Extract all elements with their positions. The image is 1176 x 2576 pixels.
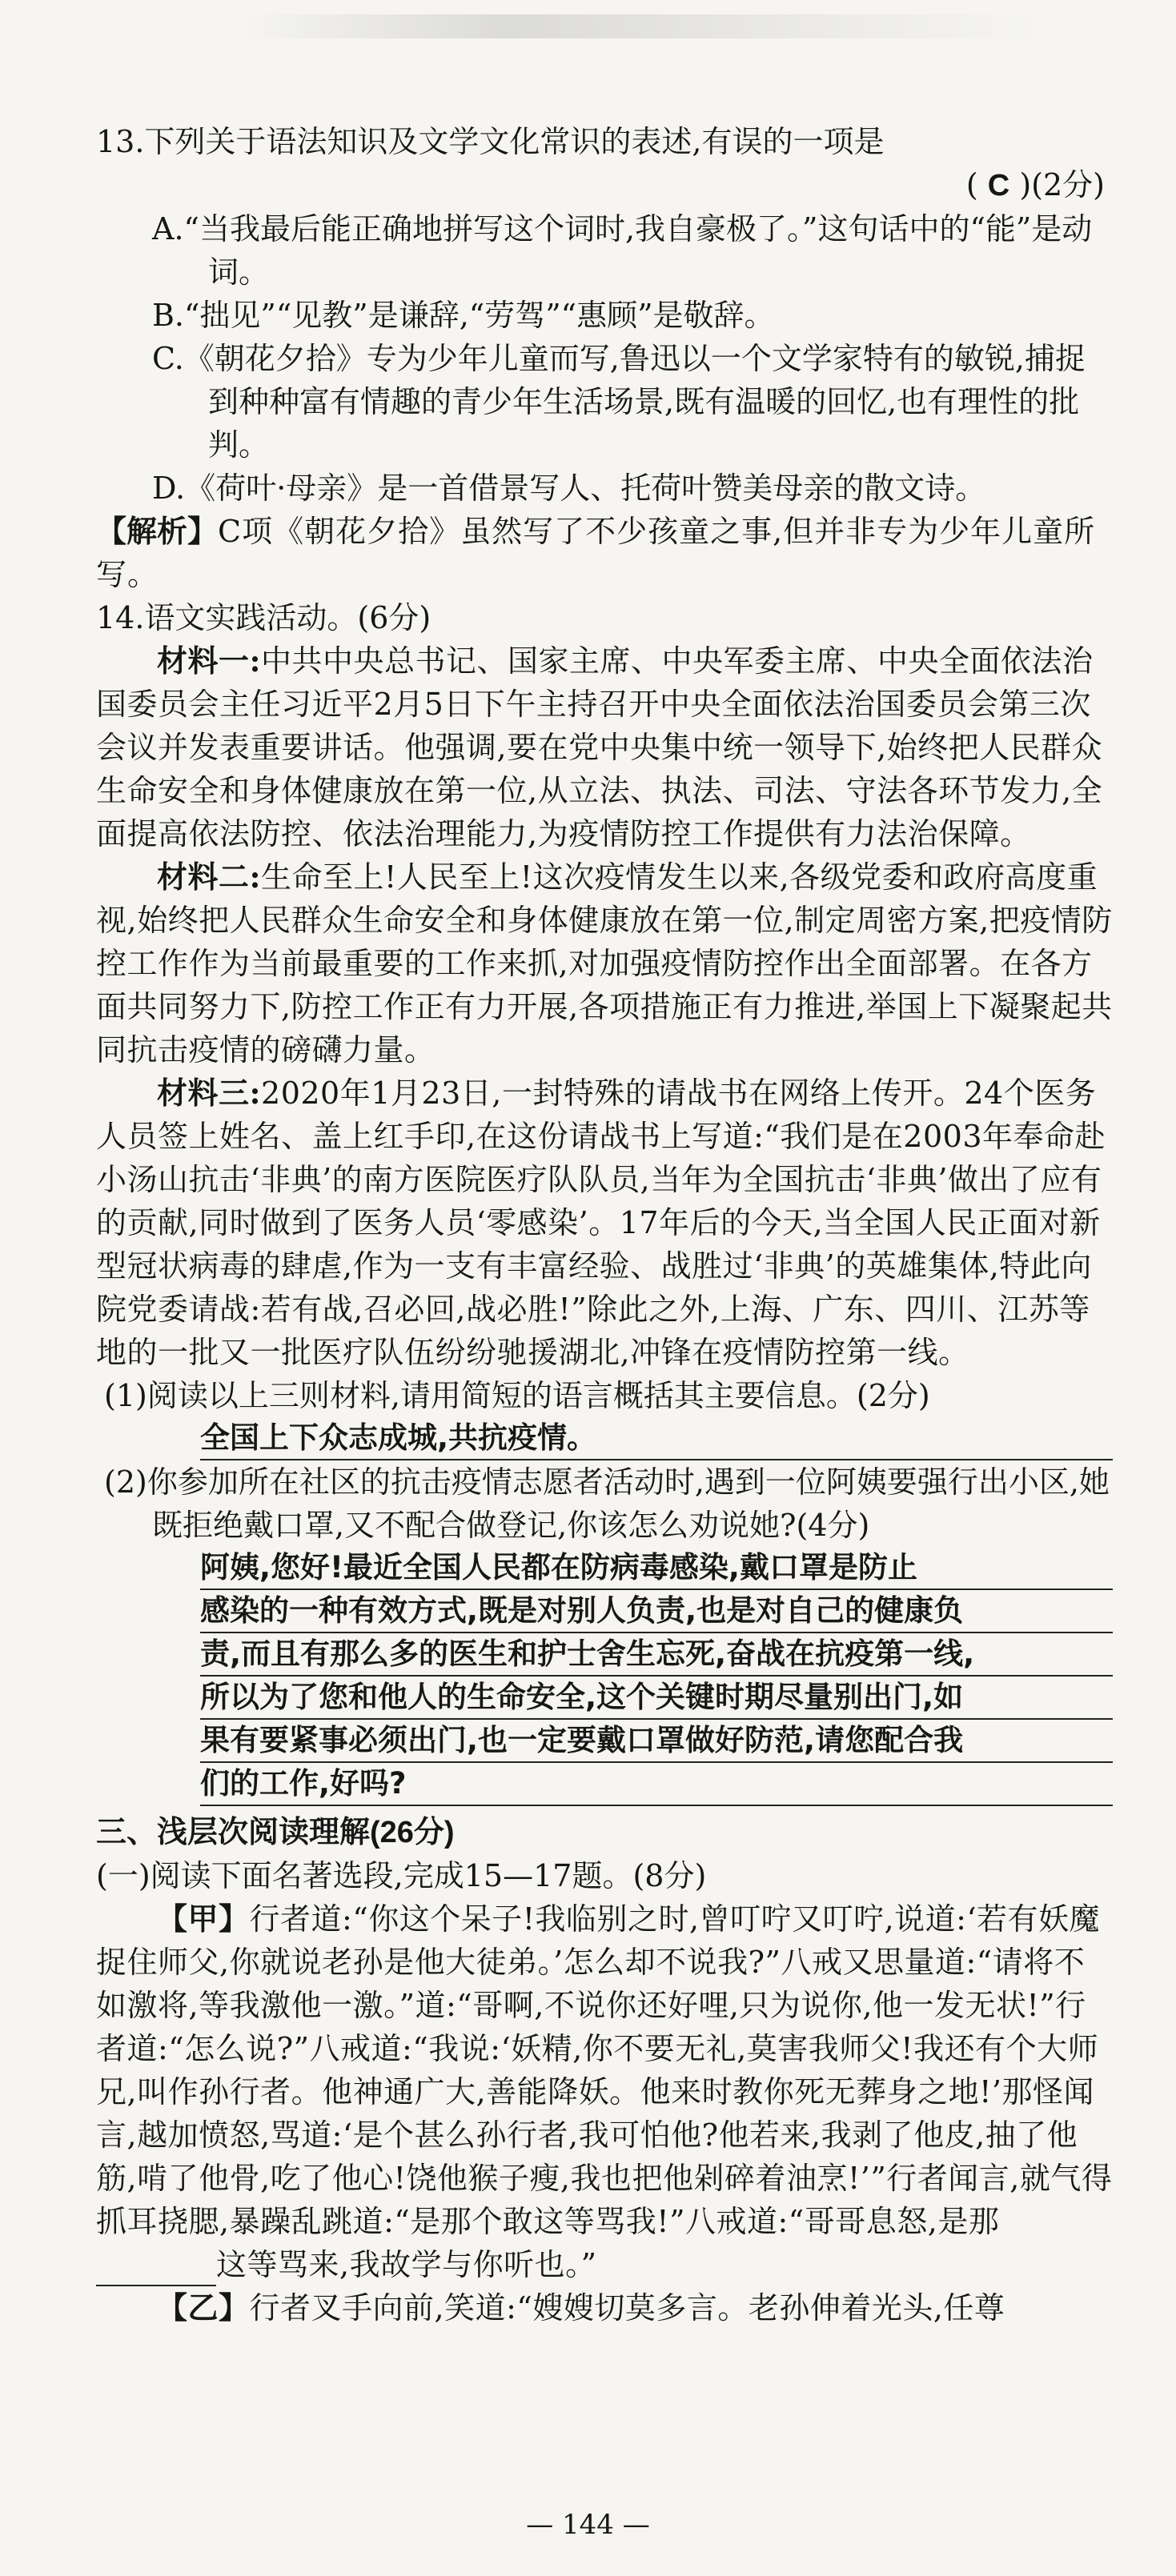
question-14 [96, 596, 1113, 1806]
q14-sub2-answer-line: 果有要紧事必须出门,也一定要戴口罩做好防范,请您配合我 [200, 1720, 1113, 1763]
material-3-label: 材料三: [157, 1075, 262, 1111]
q14-sub2-answer-line: 阿姨,您好!最近全国人民都在防病毒感染,戴口罩是防止 [200, 1547, 1113, 1590]
q14-sub1-answer: 全国上下众志成城,共抗疫情。 [200, 1417, 1113, 1460]
q14-sub2-answer-line: 感染的一种有效方式,既是对别人负责,也是对自己的健康负 [200, 1590, 1113, 1633]
excerpt-jia-text: 行者道:“你这个呆子!我临别之时,曾叮咛又叮咛,说道:‘若有妖魔捉住师父,你就说老孙是他大徒弟。’怎么却不说我?”八戒又思量道:“请将不如激将,等我激他一激。”道:“哥啊,不说你还好哩,只为说你,他一发无状!”行者道:“怎么说?”八戒道:“我说:‘妖精,你不要无礼,莫害我师父!我还有个大师兄,叫作孙行者。他神通广大,善能降妖。他来时教你死无葬身之地!’那怪闻言,越加愤怒,骂道:‘是个甚么孙行者,我可怕他?他若来,我剥了他皮,抽了他筋,啃了他骨,吃了他心!饶他猴子瘦,我也把他剁碎着油烹!’”行者闻言,就气得抓耳挠腮,暴躁乱跳道:“是那个敢这等骂我!”八戒道:“哥哥息怒,是那 [96, 1901, 1113, 2239]
material-1-label: 材料一: [157, 643, 262, 679]
q13-analysis [96, 510, 1113, 596]
material-2-label: 材料二: [157, 859, 262, 895]
material-2-text: 生命至上!人民至上!这次疫情发生以来,各级党委和政府高度重视,始终把人民群众生命安全和身体健康放在第一位,制定周密方案,把疫情防控工作作为当前最重要的工作来抓,对加强疫情防控作出全面部署。在各方面共同努力下,防控工作正有力开展,各项措施正有力推进,举国上下凝聚起共同抗击疫情的磅礴力量。 [96, 859, 1113, 1068]
scan-artifact [240, 14, 1041, 38]
q13-option-c: C.《朝花夕拾》专为少年儿童而写,鲁迅以一个文学家特有的敏锐,捕捉到种种富有情趣的青少年生活场景,既有温暖的回忆,也有理性的批判。 [152, 341, 1086, 463]
excerpt-jia-label: 【甲】 [157, 1901, 250, 1937]
material-3-text: 2020年1月23日,一封特殊的请战书在网络上传开。24个医务人员签上姓名、盖上红手印,在这份请战书上写道:“我们是在2003年奉命赴小汤山抗击‘非典’的南方医院医疗队队员,当年为全国抗击‘非典’做出了应有的贡献,同时做到了医务人员‘零感染’。17年后的今天,当全国人民正面对新型冠状病毒的肆虐,作为一支有丰富经验、战胜过‘非典’的英雄集体,特此向院党委请战:若有战,召必回,战必胜!”除此之外,上海、广东、四川、江苏等地的一批又一批医疗队伍纷纷驰援湖北,冲锋在疫情防控第一线。 [96, 1076, 1106, 1370]
analysis-tag: 【解析】 [96, 513, 219, 549]
q14-sub1-question: (1)阅读以上三则材料,请用简短的语言概括其主要信息。(2分) [104, 1378, 930, 1413]
q13-option-a: A.“当我最后能正确地拼写这个词时,我自豪极了。”这句话中的“能”是动词。 [152, 211, 1093, 290]
q13-answer-letter: C [987, 169, 1010, 202]
analysis-text: C项《朝花夕拾》虽然写了不少孩童之事,但并非专为少年儿童所写。 [96, 514, 1096, 592]
q13-answer-close: )(2分) [1019, 167, 1105, 202]
material-3 [96, 1072, 1113, 1374]
content [96, 120, 1113, 2330]
q14-sub2-answer-block [200, 1547, 1113, 1806]
q13-answer [96, 163, 1113, 207]
excerpt-yi [96, 2286, 1113, 2330]
q13-option-b: B.“拙见”“见教”是谦辞,“劳驾”“惠顾”是敬辞。 [152, 298, 775, 333]
q13-option-d: D.《荷叶·母亲》是一首借景写人、托荷叶赞美母亲的散文诗。 [152, 471, 986, 506]
section-3-part1: (一)阅读下面名著选段,完成15—17题。(8分) [96, 1858, 707, 1893]
material-1-text: 中共中央总书记、国家主席、中央军委主席、中央全面依法治国委员会主任习近平2月5日下午主持召开中央全面依法治国委员会第三次会议并发表重要讲话。他强调,要在党中央集中统一领导下,始终把人民群众生命安全和身体健康放在第一位,从立法、执法、司法、守法各环节发力,全面提高依法防控、依法治理能力,为疫情防控工作提供有力法治保障。 [96, 643, 1103, 851]
q14-stem: 14.语文实践活动。(6分) [96, 600, 431, 635]
excerpt-jia [96, 1897, 1113, 2286]
q14-sub2-answer-line: 所以为了您和他人的生命安全,这个关键时期尽量别出门,如 [200, 1677, 1113, 1720]
section-3 [96, 1811, 1113, 2330]
q14-sub2-answer-line: 责,而且有那么多的医生和护士舍生忘死,奋战在抗疫第一线, [200, 1633, 1113, 1677]
q13-stem: 13.下列关于语法知识及文学文化常识的表述,有误的一项是 [96, 124, 885, 159]
material-1 [96, 639, 1113, 855]
fill-in-blank[interactable] [96, 2253, 216, 2286]
question-13 [96, 120, 1113, 596]
excerpt-yi-label: 【乙】 [157, 2290, 250, 2326]
page-number: — 144 — [526, 2509, 650, 2541]
section-3-title: 三、浅层次阅读理解(26分) [96, 1816, 455, 1849]
excerpt-jia-tail: 这等骂来,我故学与你听也。” [216, 2247, 597, 2282]
material-2 [96, 855, 1113, 1072]
q13-answer-open: ( [965, 167, 978, 202]
q14-sub1-answer-block [200, 1417, 1113, 1460]
q14-sub2-question: (2)你参加所在社区的抗击疫情志愿者活动时,遇到一位阿姨要强行出小区,她既拒绝戴口罩,又不配合做登记,你该怎么劝说她?(4分) [104, 1464, 1110, 1543]
q14-sub2-answer-line: 们的工作,好吗? [200, 1763, 1113, 1806]
excerpt-yi-text: 行者叉手向前,笑道:“嫂嫂切莫多言。老孙伸着光头,任尊 [249, 2290, 1005, 2326]
